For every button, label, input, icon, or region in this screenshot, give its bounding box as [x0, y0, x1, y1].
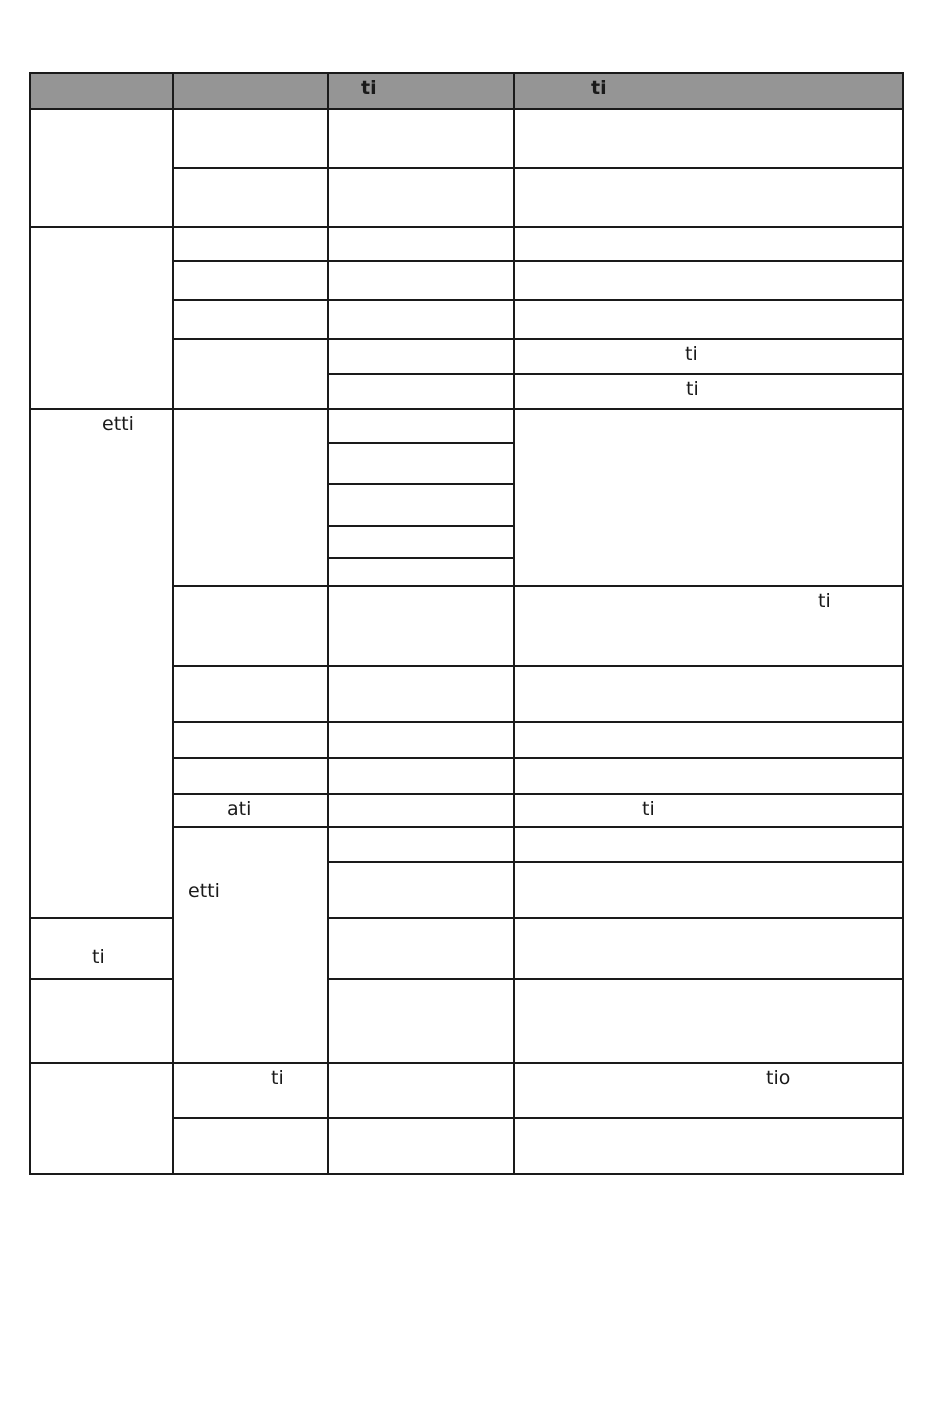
table-cell — [328, 586, 514, 666]
table-cell — [173, 666, 328, 722]
table-cell — [173, 339, 328, 409]
cell-text: ti — [271, 1067, 284, 1089]
table-row — [30, 409, 903, 443]
header-cell — [173, 73, 328, 109]
table-row — [30, 918, 903, 979]
table-cell — [328, 227, 514, 261]
table-row — [30, 227, 903, 261]
table-cell — [173, 1063, 328, 1118]
table-row — [30, 979, 903, 1063]
table-cell — [328, 261, 514, 300]
table-cell — [514, 722, 903, 758]
table-cell — [514, 758, 903, 794]
table-cell — [173, 409, 328, 586]
table-cell — [514, 300, 903, 339]
cell-text: ti — [642, 798, 655, 820]
table-cell — [328, 666, 514, 722]
table-cell — [328, 526, 514, 558]
cell-text: ti — [686, 378, 699, 400]
table-cell — [30, 979, 173, 1063]
header-text: ti — [591, 77, 607, 99]
group-cell — [30, 109, 173, 227]
table-cell — [173, 227, 328, 261]
table-row — [30, 1063, 903, 1118]
table-cell — [514, 409, 903, 586]
table-cell — [173, 586, 328, 666]
table-cell — [328, 758, 514, 794]
table-cell — [514, 918, 903, 979]
table-cell — [328, 1118, 514, 1174]
header-cell — [30, 73, 173, 109]
cell-text: ti — [685, 343, 698, 365]
table-cell — [173, 1118, 328, 1174]
table-cell — [328, 339, 514, 374]
table-cell — [514, 666, 903, 722]
header-cell — [328, 73, 514, 109]
group-label: etti — [102, 413, 134, 435]
group-cell — [30, 409, 173, 918]
table-cell — [173, 722, 328, 758]
cell-text: ati — [227, 798, 252, 820]
table-cell — [328, 484, 514, 526]
table-cell — [514, 374, 903, 409]
table-cell — [173, 758, 328, 794]
table-cell — [514, 168, 903, 227]
group-cell — [30, 227, 173, 409]
table-cell — [514, 586, 903, 666]
table-cell — [514, 109, 903, 168]
table-cell — [328, 918, 514, 979]
table-cell — [173, 109, 328, 168]
table-cell — [328, 862, 514, 918]
table-cell — [173, 300, 328, 339]
table-cell — [328, 1063, 514, 1118]
cell-text: ti — [818, 590, 831, 612]
table-cell — [514, 1118, 903, 1174]
table-cell — [328, 409, 514, 443]
table-cell — [173, 168, 328, 227]
cell-text: tio — [766, 1067, 791, 1089]
table-cell — [514, 862, 903, 918]
table-cell — [173, 261, 328, 300]
table-cell — [328, 374, 514, 409]
table-cell — [514, 1063, 903, 1118]
table-cell — [328, 722, 514, 758]
table-cell — [328, 168, 514, 227]
table-cell — [514, 339, 903, 374]
table-cell — [514, 827, 903, 862]
table-cell — [514, 979, 903, 1063]
table-cell — [328, 794, 514, 827]
table-cell — [173, 794, 328, 827]
table-header-row — [30, 73, 903, 109]
table-cell — [328, 443, 514, 484]
table-cell — [328, 109, 514, 168]
table-cell — [30, 918, 173, 979]
table-row — [30, 109, 903, 168]
group-cell — [30, 1063, 173, 1174]
header-text: ti — [361, 77, 377, 99]
table-cell — [328, 300, 514, 339]
header-cell — [514, 73, 903, 109]
settings-table — [29, 72, 904, 1175]
table-cell — [328, 979, 514, 1063]
table-cell — [514, 261, 903, 300]
group-cell — [173, 827, 328, 1063]
group-label: etti — [188, 880, 220, 902]
table-cell — [328, 827, 514, 862]
table-cell — [328, 558, 514, 586]
table-cell — [514, 794, 903, 827]
table-cell — [514, 227, 903, 261]
cell-text: ti — [92, 946, 105, 968]
